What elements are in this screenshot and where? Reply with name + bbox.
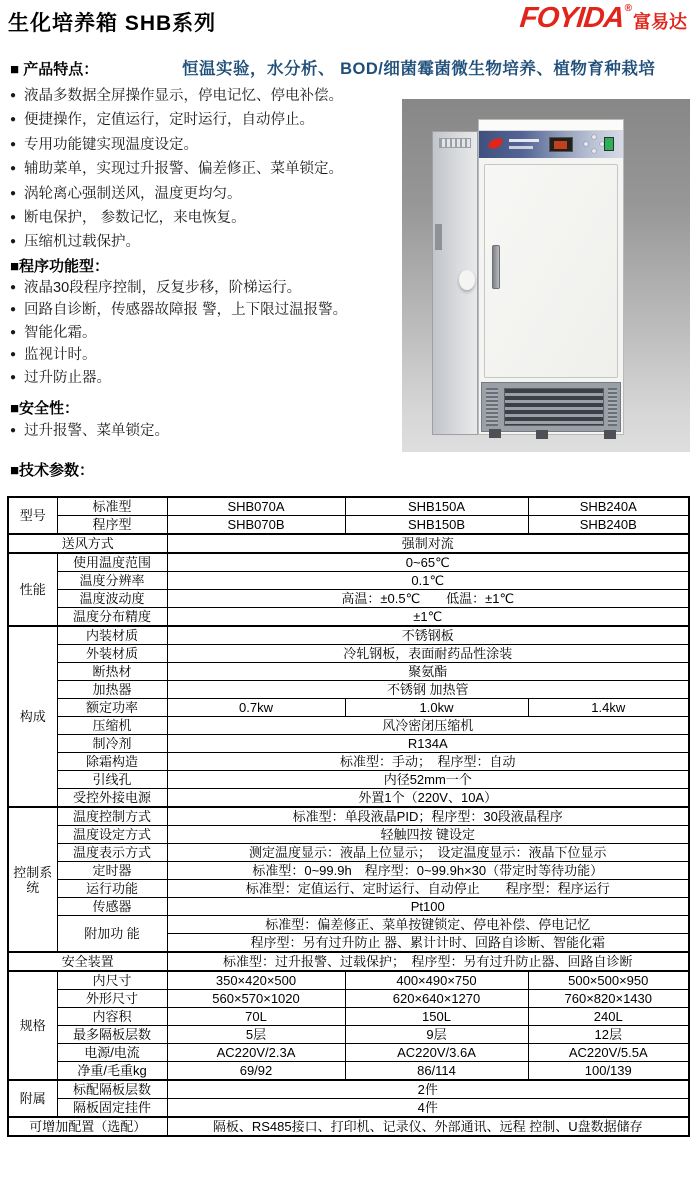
- table-cell: 温度设定方式: [57, 826, 167, 844]
- table-cell: 安全装置: [8, 952, 167, 971]
- table-cell: 温度控制方式: [57, 807, 167, 826]
- program-section-label: ■程序功能型：: [10, 258, 110, 275]
- table-cell: 断热材: [57, 663, 167, 681]
- table-row: [8, 789, 689, 808]
- table-cell: 不锈钢 加热管: [167, 681, 689, 699]
- side-porthole: [459, 270, 475, 290]
- table-cell: 560×570×1020: [167, 990, 345, 1008]
- table-cell: 不锈钢板: [167, 626, 689, 645]
- table-cell: 外装材质: [57, 645, 167, 663]
- bottom-grille: [481, 382, 621, 432]
- table-cell: 760×820×1430: [528, 990, 689, 1008]
- bullet-item: ● 过升防止器。: [10, 367, 402, 389]
- bullet-item: ● 回路自诊断，传感器故障报 警，上下限过温报警。: [10, 299, 402, 321]
- table-row: [8, 1117, 689, 1136]
- table-row: [8, 1062, 689, 1081]
- table-cell: 标准型：偏差修正、菜单按键锁定、停电补偿、停电记忆: [167, 916, 689, 934]
- panel-brand-swoosh-icon: [487, 137, 504, 150]
- features-section-label: ■ 产品特点：: [10, 61, 99, 78]
- table-cell: 风冷密闭压缩机: [167, 717, 689, 735]
- specs-table-wrap: [7, 496, 688, 1137]
- foot: [604, 430, 616, 439]
- table-cell: 2件: [167, 1080, 689, 1099]
- specs-section-label: ■技术参数：: [10, 462, 95, 479]
- table-cell: 温度分布精度: [57, 608, 167, 627]
- panel-name-text-mark: [509, 146, 533, 149]
- table-cell: 传感器: [57, 898, 167, 916]
- display-digits: [554, 141, 567, 149]
- table-cell: 标准型：过升报警、过载保护； 程序型：另有过升防止器、回路自诊断: [167, 952, 689, 971]
- table-cell: 外形尺寸: [57, 990, 167, 1008]
- table-cell: 额定功率: [57, 699, 167, 717]
- bullet-item: ● 液晶30段程序控制，反复步移，阶梯运行。: [10, 277, 402, 299]
- table-cell: 150L: [345, 1008, 528, 1026]
- safety-section-label: ■安全性：: [10, 400, 80, 417]
- table-row: [8, 1080, 689, 1099]
- table-cell: 标准型: [57, 497, 167, 516]
- table-cell: AC220V/2.3A: [167, 1044, 345, 1062]
- bullet-item: ● 便捷操作，定值运行，定时运行，自动停止。: [10, 108, 402, 132]
- table-cell: 电源/电流: [57, 1044, 167, 1062]
- table-cell: 程序型：另有过升防止 器、累计计时、回路自诊断、智能化霜: [167, 934, 689, 953]
- specs-table: [7, 496, 690, 1137]
- table-cell: 内径52mm一个: [167, 771, 689, 789]
- safety-list: [10, 419, 402, 443]
- table-cell: 外置1个（220V、10A）: [167, 789, 689, 808]
- table-cell: 12层: [528, 1026, 689, 1044]
- incubator-side-face: [432, 131, 478, 435]
- bullet-item: ● 液晶多数据全屏操作显示，停电记忆、停电补偿。: [10, 84, 402, 108]
- features-list: [10, 84, 402, 255]
- top-cap: [479, 120, 623, 131]
- grille-louvers: [504, 388, 604, 426]
- table-cell: 隔板固定挂件: [57, 1099, 167, 1118]
- table-cell: 0.1℃: [167, 572, 689, 590]
- table-cell: 0~65℃: [167, 553, 689, 572]
- table-row: [8, 771, 689, 789]
- table-cell: SHB240A: [528, 497, 689, 516]
- application-headline: 恒温实验，水分析、 BOD/细菌霉菌微生物培养、植物育种栽培: [182, 60, 656, 78]
- table-cell: 控制系统: [8, 807, 57, 952]
- table-cell: 最多隔板层数: [57, 1026, 167, 1044]
- table-cell: 标准型：单段液晶PID；程序型：30段液晶程序: [167, 807, 689, 826]
- table-cell: 压缩机: [57, 717, 167, 735]
- table-cell: 高温：±0.5℃ 低温：±1℃: [167, 590, 689, 608]
- bullet-item: ● 压缩机过载保护。: [10, 230, 402, 254]
- table-row: [8, 826, 689, 844]
- table-row: [8, 645, 689, 663]
- table-row: [8, 807, 689, 826]
- table-row: [8, 663, 689, 681]
- table-row: [8, 681, 689, 699]
- table-row: [8, 880, 689, 898]
- incubator-unit: [432, 119, 624, 446]
- table-row: [8, 916, 689, 934]
- table-cell: 100/139: [528, 1062, 689, 1081]
- table-cell: 型号: [8, 497, 57, 534]
- table-row: [8, 753, 689, 771]
- table-row: [8, 608, 689, 627]
- registered-trademark-icon: ®: [624, 3, 632, 14]
- table-cell: 送风方式: [8, 534, 167, 553]
- bullet-item: ● 辅助菜单，实现过升报警、偏差修正、菜单锁定。: [10, 157, 402, 181]
- table-cell: 标配隔板层数: [57, 1080, 167, 1099]
- table-cell: 净重/毛重kg: [57, 1062, 167, 1081]
- table-cell: SHB070A: [167, 497, 345, 516]
- table-cell: 70L: [167, 1008, 345, 1026]
- table-row: [8, 1044, 689, 1062]
- table-row: [8, 699, 689, 717]
- incubator-door: [484, 164, 618, 378]
- table-cell: 标准型：定值运行、定时运行、自动停止 程序型：程序运行: [167, 880, 689, 898]
- table-cell: 性能: [8, 553, 57, 626]
- side-latch: [435, 224, 442, 250]
- table-cell: ±1℃: [167, 608, 689, 627]
- table-row: [8, 952, 689, 971]
- table-row: [8, 971, 689, 990]
- table-cell: 温度表示方式: [57, 844, 167, 862]
- table-cell: 运行功能: [57, 880, 167, 898]
- program-list: [10, 277, 402, 389]
- bullet-item: ● 过升报警、菜单锁定。: [10, 419, 402, 443]
- brand-logo-chinese: 富易达: [633, 12, 687, 32]
- page-title: 生化培养箱 SHB系列: [8, 12, 217, 35]
- table-cell: R134A: [167, 735, 689, 753]
- table-cell: 受控外接电源: [57, 789, 167, 808]
- table-row: [8, 990, 689, 1008]
- table-cell: 内容积: [57, 1008, 167, 1026]
- table-row: [8, 553, 689, 572]
- table-cell: 240L: [528, 1008, 689, 1026]
- table-cell: 聚氨酯: [167, 663, 689, 681]
- table-row: [8, 1099, 689, 1118]
- table-cell: 内装材质: [57, 626, 167, 645]
- table-cell: 冷轧钢板，表面耐药品性涂装: [167, 645, 689, 663]
- table-cell: 温度分辨率: [57, 572, 167, 590]
- table-row: [8, 572, 689, 590]
- table-cell: 4件: [167, 1099, 689, 1118]
- table-cell: AC220V/3.6A: [345, 1044, 528, 1062]
- temperature-display: [549, 137, 573, 152]
- panel-buttons: [583, 135, 605, 154]
- table-cell: SHB070B: [167, 516, 345, 535]
- table-cell: SHB150B: [345, 516, 528, 535]
- table-cell: 构成: [8, 626, 57, 807]
- table-row: [8, 1026, 689, 1044]
- table-row: [8, 862, 689, 880]
- table-row: [8, 717, 689, 735]
- table-row: [8, 516, 689, 535]
- table-cell: 0.7kw: [167, 699, 345, 717]
- table-cell: 轻触四按 键设定: [167, 826, 689, 844]
- bullet-item: ● 智能化霜。: [10, 322, 402, 344]
- table-cell: 350×420×500: [167, 971, 345, 990]
- table-cell: 温度波动度: [57, 590, 167, 608]
- brand-logo-text: FOYIDA: [518, 2, 626, 34]
- table-cell: 5层: [167, 1026, 345, 1044]
- door-handle: [492, 245, 500, 289]
- table-cell: SHB240B: [528, 516, 689, 535]
- incubator-front-face: [478, 119, 624, 435]
- table-cell: 1.4kw: [528, 699, 689, 717]
- table-row: [8, 497, 689, 516]
- table-cell: 500×500×950: [528, 971, 689, 990]
- table-cell: 附加功 能: [57, 916, 167, 953]
- table-row: [8, 898, 689, 916]
- foot: [489, 429, 501, 438]
- foot: [536, 430, 548, 439]
- table-cell: AC220V/5.5A: [528, 1044, 689, 1062]
- panel-model-text-mark: [509, 139, 539, 142]
- table-row: [8, 844, 689, 862]
- table-cell: 1.0kw: [345, 699, 528, 717]
- bullet-item: ● 专用功能键实现温度设定。: [10, 133, 402, 157]
- table-cell: 隔板、RS485接口、打印机、记录仪、外部通讯、远程 控制、U盘数据储存: [167, 1117, 689, 1136]
- grille-hatch-left: [486, 388, 498, 426]
- table-cell: 强制对流: [167, 534, 689, 553]
- table-cell: 制冷剂: [57, 735, 167, 753]
- table-cell: 620×640×1270: [345, 990, 528, 1008]
- table-cell: Pt100: [167, 898, 689, 916]
- table-cell: 引线孔: [57, 771, 167, 789]
- table-row: [8, 1008, 689, 1026]
- table-cell: 附属: [8, 1080, 57, 1117]
- brand-logo: [520, 4, 687, 33]
- control-panel: [479, 131, 623, 158]
- table-row: [8, 534, 689, 553]
- bullet-item: ● 断电保护， 参数记忆，来电恢复。: [10, 206, 402, 230]
- table-cell: 规格: [8, 971, 57, 1080]
- table-cell: 标准型：0~99.9h 程序型：0~99.9h×30（带定时等待功能）: [167, 862, 689, 880]
- features-header-row: [10, 55, 688, 79]
- table-row: [8, 590, 689, 608]
- table-cell: 可增加配置（选配）: [8, 1117, 167, 1136]
- side-vent: [439, 138, 471, 148]
- bullet-item: ● 监视计时。: [10, 344, 402, 366]
- table-cell: 标准型：手动； 程序型：自动: [167, 753, 689, 771]
- table-cell: 86/114: [345, 1062, 528, 1081]
- table-cell: 定时器: [57, 862, 167, 880]
- table-cell: 69/92: [167, 1062, 345, 1081]
- table-cell: 程序型: [57, 516, 167, 535]
- table-cell: 9层: [345, 1026, 528, 1044]
- table-row: [8, 626, 689, 645]
- table-cell: 内尺寸: [57, 971, 167, 990]
- table-cell: 使用温度范围: [57, 553, 167, 572]
- grille-hatch-right: [608, 388, 617, 426]
- table-cell: 除霜构造: [57, 753, 167, 771]
- table-cell: 测定温度显示：液晶上位显示； 设定温度显示：液晶下位显示: [167, 844, 689, 862]
- table-cell: SHB150A: [345, 497, 528, 516]
- table-cell: 400×490×750: [345, 971, 528, 990]
- table-row: [8, 735, 689, 753]
- specs-table-body: [8, 497, 689, 1136]
- power-switch: [604, 137, 614, 151]
- table-cell: 加热器: [57, 681, 167, 699]
- product-photo: [402, 99, 690, 452]
- bullet-item: ● 涡轮离心强制送风，温度更均匀。: [10, 182, 402, 206]
